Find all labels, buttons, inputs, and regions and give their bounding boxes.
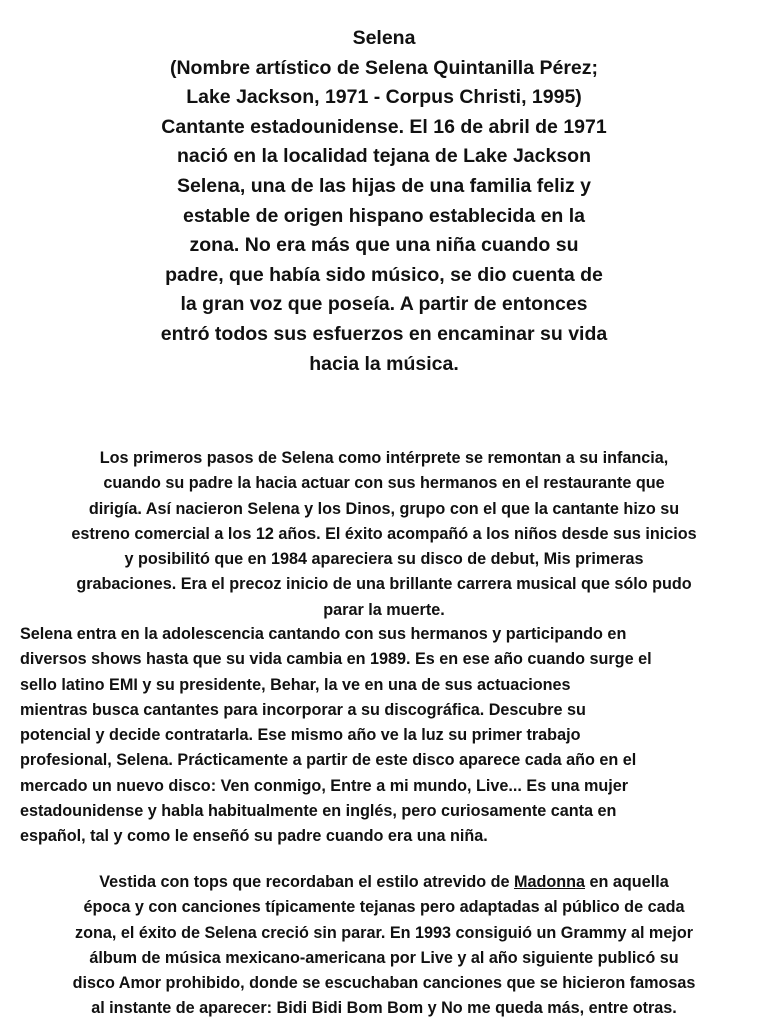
paragraph-line: parar la muerte. [323, 600, 445, 619]
paragraph-line: mientras busca cantantes para incorporar a su discográfica. Descubre su [20, 700, 586, 719]
intro-line: zona. No era más que una niña cuando su [189, 234, 579, 257]
paragraph-line: Selena entra en la adolescencia cantando con sus hermanos y participando en [20, 625, 627, 643]
paragraph-success [8, 870, 760, 1022]
intro-line: Lake Jackson, 1971 - Corpus Christi, 1995) [186, 86, 582, 109]
paragraph-line: sello latino EMI y su presidente, Behar, la ve en una de sus actuaciones [20, 675, 571, 694]
intro-line: la gran voz que poseía. A partir de entonces [180, 293, 588, 316]
paragraph-line: y posibilitó que en 1984 apareciera su disco de debut, Mis primeras [124, 550, 644, 569]
paragraph-line: estadounidense y habla habitualmente en inglés, pero curiosamente canta en [20, 802, 617, 821]
intro-line: nació en la localidad tejana de Lake Jackson [176, 145, 591, 168]
paragraph-line: mercado un nuevo disco: Ven conmigo, Entre a mi mundo, Live... Es una mujer [20, 776, 629, 795]
paragraph-line: zona, el éxito de Selena creció sin parar. En 1993 consiguió un Grammy al mejor [74, 923, 694, 942]
paragraph-line: profesional, Selena. Prácticamente a partir de este disco aparece cada año en el [20, 751, 637, 770]
paragraph-text: en aquella [585, 873, 669, 891]
title: Selena [352, 27, 416, 49]
paragraph-adolescence [20, 622, 760, 850]
intro-block [100, 24, 668, 379]
madonna-link[interactable]: Madonna [513, 873, 586, 891]
paragraph-line: estreno comercial a los 12 años. El éxito acompañó a los niños desde sus inicios [71, 524, 697, 543]
paragraph-line: diversos shows hasta que su vida cambia en 1989. Es en ese año cuando surge el [20, 650, 652, 669]
paragraph-line: grabaciones. Era el precoz inicio de una brillante carrera musical que sólo pudo [76, 575, 692, 594]
paragraph-line: potencial y decide contratarla. Ese mismo año ve la luz su primer trabajo [20, 726, 581, 745]
paragraph-line: dirigía. Así nacieron Selena y los Dinos, grupo con el que la cantante hizo su [88, 499, 680, 518]
paragraph-line: cuando su padre la hacia actuar con sus hermanos en el restaurante que [103, 474, 665, 493]
intro-line: entró todos sus esfuerzos en encaminar su vida [160, 322, 608, 345]
intro-line: hacia la música. [309, 352, 459, 375]
intro-line: estable de origen hispano establecida en la [182, 204, 586, 227]
paragraph-line: disco Amor prohibido, donde se escuchaban canciones que se hicieron famosas [72, 974, 696, 993]
paragraph-line: época y con canciones típicamente tejanas pero adaptadas al público de cada [83, 898, 685, 917]
paragraph-line: álbum de música mexicano-americana por Live y al año siguiente publicó su [89, 948, 679, 967]
paragraph-early-years [14, 446, 754, 623]
intro-line: padre, que había sido músico, se dio cuenta de [165, 263, 603, 286]
paragraph-line: Los primeros pasos de Selena como intérprete se remontan a su infancia, [99, 449, 669, 467]
paragraph-line: al instante de aparecer: Bidi Bidi Bom Bom y No me queda más, entre otras. [91, 999, 677, 1018]
intro-line: Cantante estadounidense. El 16 de abril de 1971 [161, 115, 607, 138]
paragraph-line: español, tal y como le enseñó su padre cuando era una niña. [20, 827, 488, 846]
paragraph-text: Vestida con tops que recordaban el estilo atrevido de [99, 873, 514, 891]
paragraph-line [8, 870, 760, 895]
intro-line: (Nombre artístico de Selena Quintanilla Pérez; [169, 56, 599, 79]
intro-line: Selena, una de las hijas de una familia feliz y [177, 174, 591, 197]
